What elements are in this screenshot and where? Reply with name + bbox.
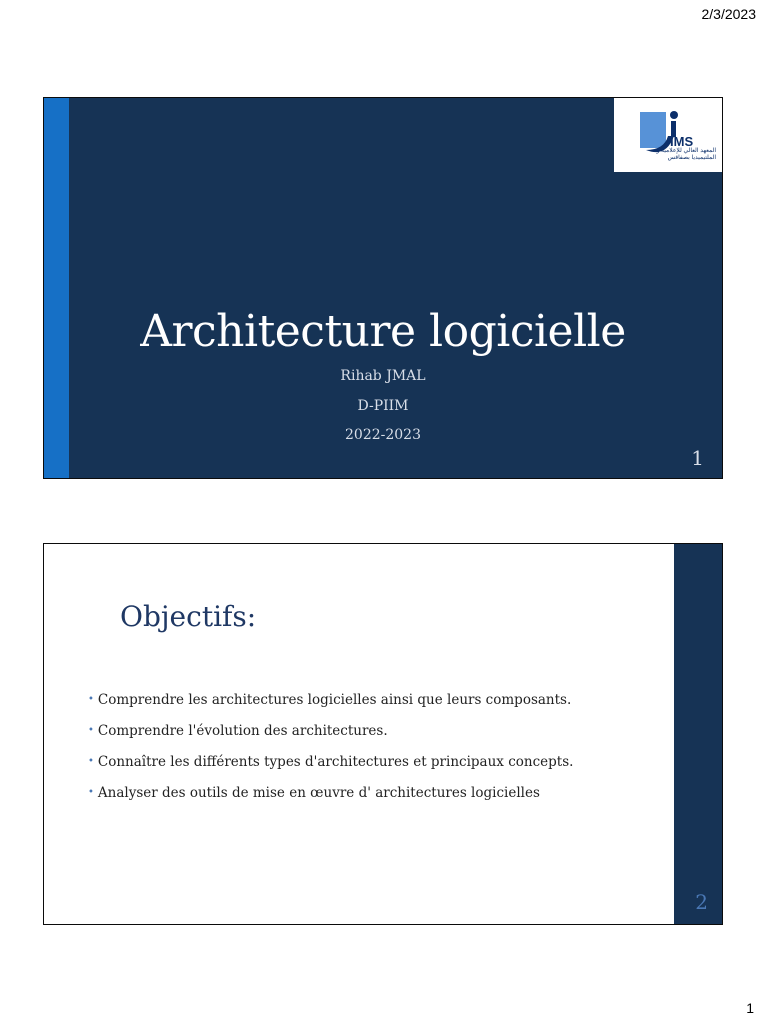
list-item xyxy=(88,754,573,785)
page-number: 1 xyxy=(746,1000,754,1016)
page-date: 2/3/2023 xyxy=(701,6,756,22)
bullet-icon: • xyxy=(88,756,94,767)
bullet-icon: • xyxy=(88,694,94,705)
slide-accent-bar xyxy=(44,98,69,478)
slide-number: 2 xyxy=(695,890,708,914)
logo-text: IMS xyxy=(670,134,694,149)
logo-arabic-text: المعهد العالي للإعلامية و الملتيميديا بصفاقس xyxy=(656,148,716,161)
bullet-text: Comprendre les architectures logicielles ainsi que leurs composants. xyxy=(97,692,572,708)
bullet-text: Analyser des outils de mise en œuvre d' architectures logicielles xyxy=(97,785,540,801)
bullet-text: Comprendre l'évolution des architectures. xyxy=(97,723,388,739)
slide-year: 2022-2023 xyxy=(345,427,421,443)
slide-2 xyxy=(43,543,723,925)
slide-1 xyxy=(43,97,723,479)
bullet-text: Connaître les différents types d'architectures et principaux concepts. xyxy=(97,754,574,770)
list-item xyxy=(88,723,573,754)
list-item xyxy=(88,692,573,723)
slide-author: Rihab JMAL xyxy=(340,368,426,384)
slide-side-bar xyxy=(674,544,722,924)
bullet-icon: • xyxy=(88,725,94,736)
slide-title: Architecture logicielle xyxy=(140,306,626,357)
list-item xyxy=(88,785,573,816)
slide-number: 1 xyxy=(691,446,704,470)
isims-logo xyxy=(614,98,722,172)
slide-heading: Objectifs: xyxy=(120,600,257,633)
slide-program: D-PIIM xyxy=(357,398,409,414)
bullet-list xyxy=(88,692,573,816)
bullet-icon: • xyxy=(88,787,94,798)
